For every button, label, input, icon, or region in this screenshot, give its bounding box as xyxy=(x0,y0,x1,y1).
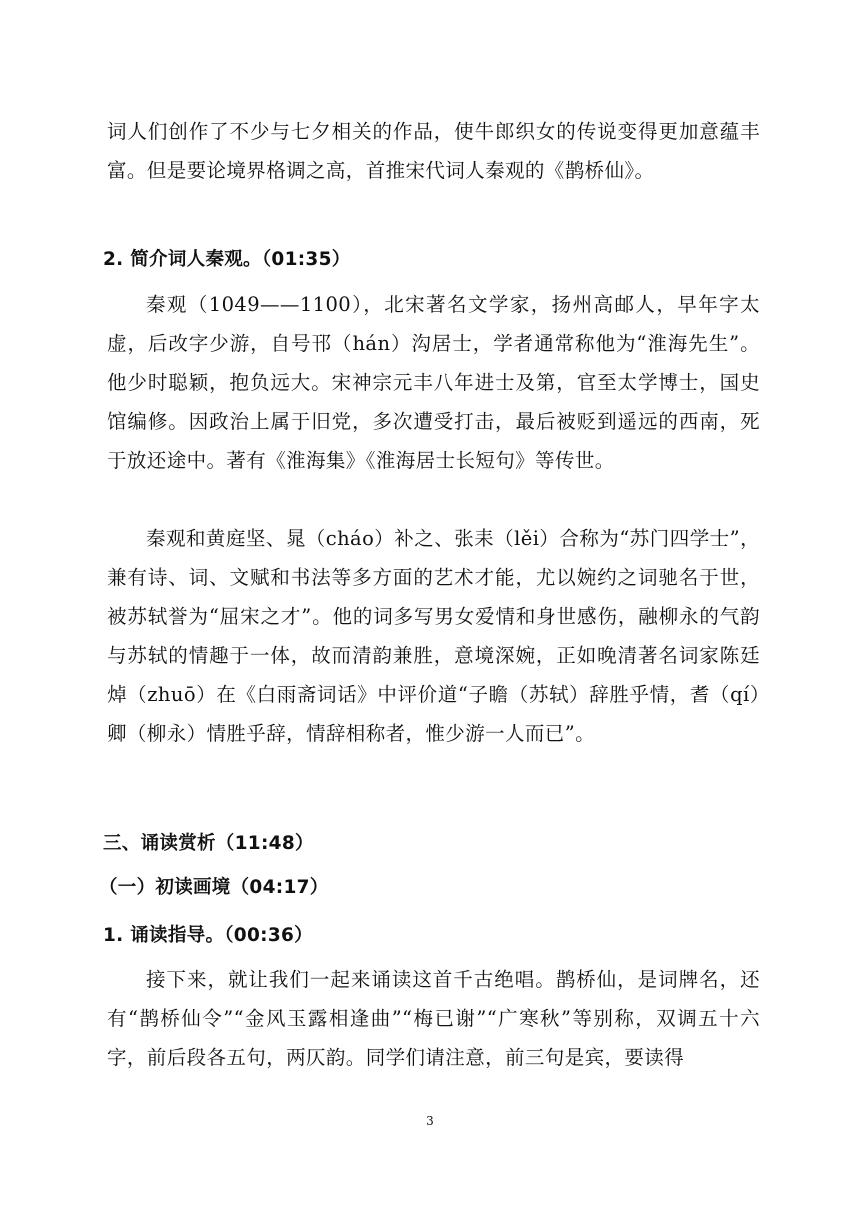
item-heading-1: 1. 诵读指导。（00:36） xyxy=(103,925,313,946)
section-heading-2: 2. 简介词人秦观。（01:35） xyxy=(103,249,351,270)
intro-paragraph: 词人们创作了不少与七夕相关的作品，使牛郎织女的传说变得更加意蕴丰富。但是要论境界格调之高，首推宋代词人秦观的《鹊桥仙》。 xyxy=(107,120,760,182)
qinguan-style-paragraph: 秦观和黄庭坚、晁（cháo）补之、张耒（lěi）合称为“苏门四学士”，兼有诗、词、文赋和书法等多方面的艺术才能，尤以婉约之词驰名于世，被苏轼誉为“屈宋之才”。他的词多写男女爱情和身世感伤，融柳永的气韵与苏轼的情趣于一体，故而清韵兼胜，意境深婉，正如晚清著名词家陈廷焯（zhuō）在《白雨斋词话》中评价道“子瞻（苏轼）辞胜乎情，耆（qí）卿（柳永）情胜乎辞，情辞相称者，惟少游一人而已”。 xyxy=(107,527,760,745)
reading-guide-paragraph: 接下来，就让我们一起来诵读这首千古绝唱。鹊桥仙，是词牌名，还有“鹊桥仙令”“金风玉露相逢曲”“梅已谢”“广寒秋”等别称，双调五十六字，前后段各五句，两仄韵。同学们请注意，前三句是宾，要读得 xyxy=(107,968,760,1069)
qinguan-bio-paragraph: 秦观（1049——1100），北宋著名文学家，扬州高邮人，早年字太虚，后改字少游，自号邗（hán）沟居士，学者通常称他为“淮海先生”。他少时聪颖，抱负远大。宋神宗元丰八年进士及第，官至太学博士，国史馆编修。因政治上属于旧党，多次遭受打击，最后被贬到遥远的西南，死于放还途中。著有《淮海集》《淮海居士长短句》等传世。 xyxy=(107,293,760,472)
section-heading-3: 三、诵读赏析（11:48） xyxy=(103,833,314,854)
subsection-heading-1: （一）初读画境（04:17） xyxy=(99,877,329,898)
page-number: 3 xyxy=(426,1114,434,1128)
